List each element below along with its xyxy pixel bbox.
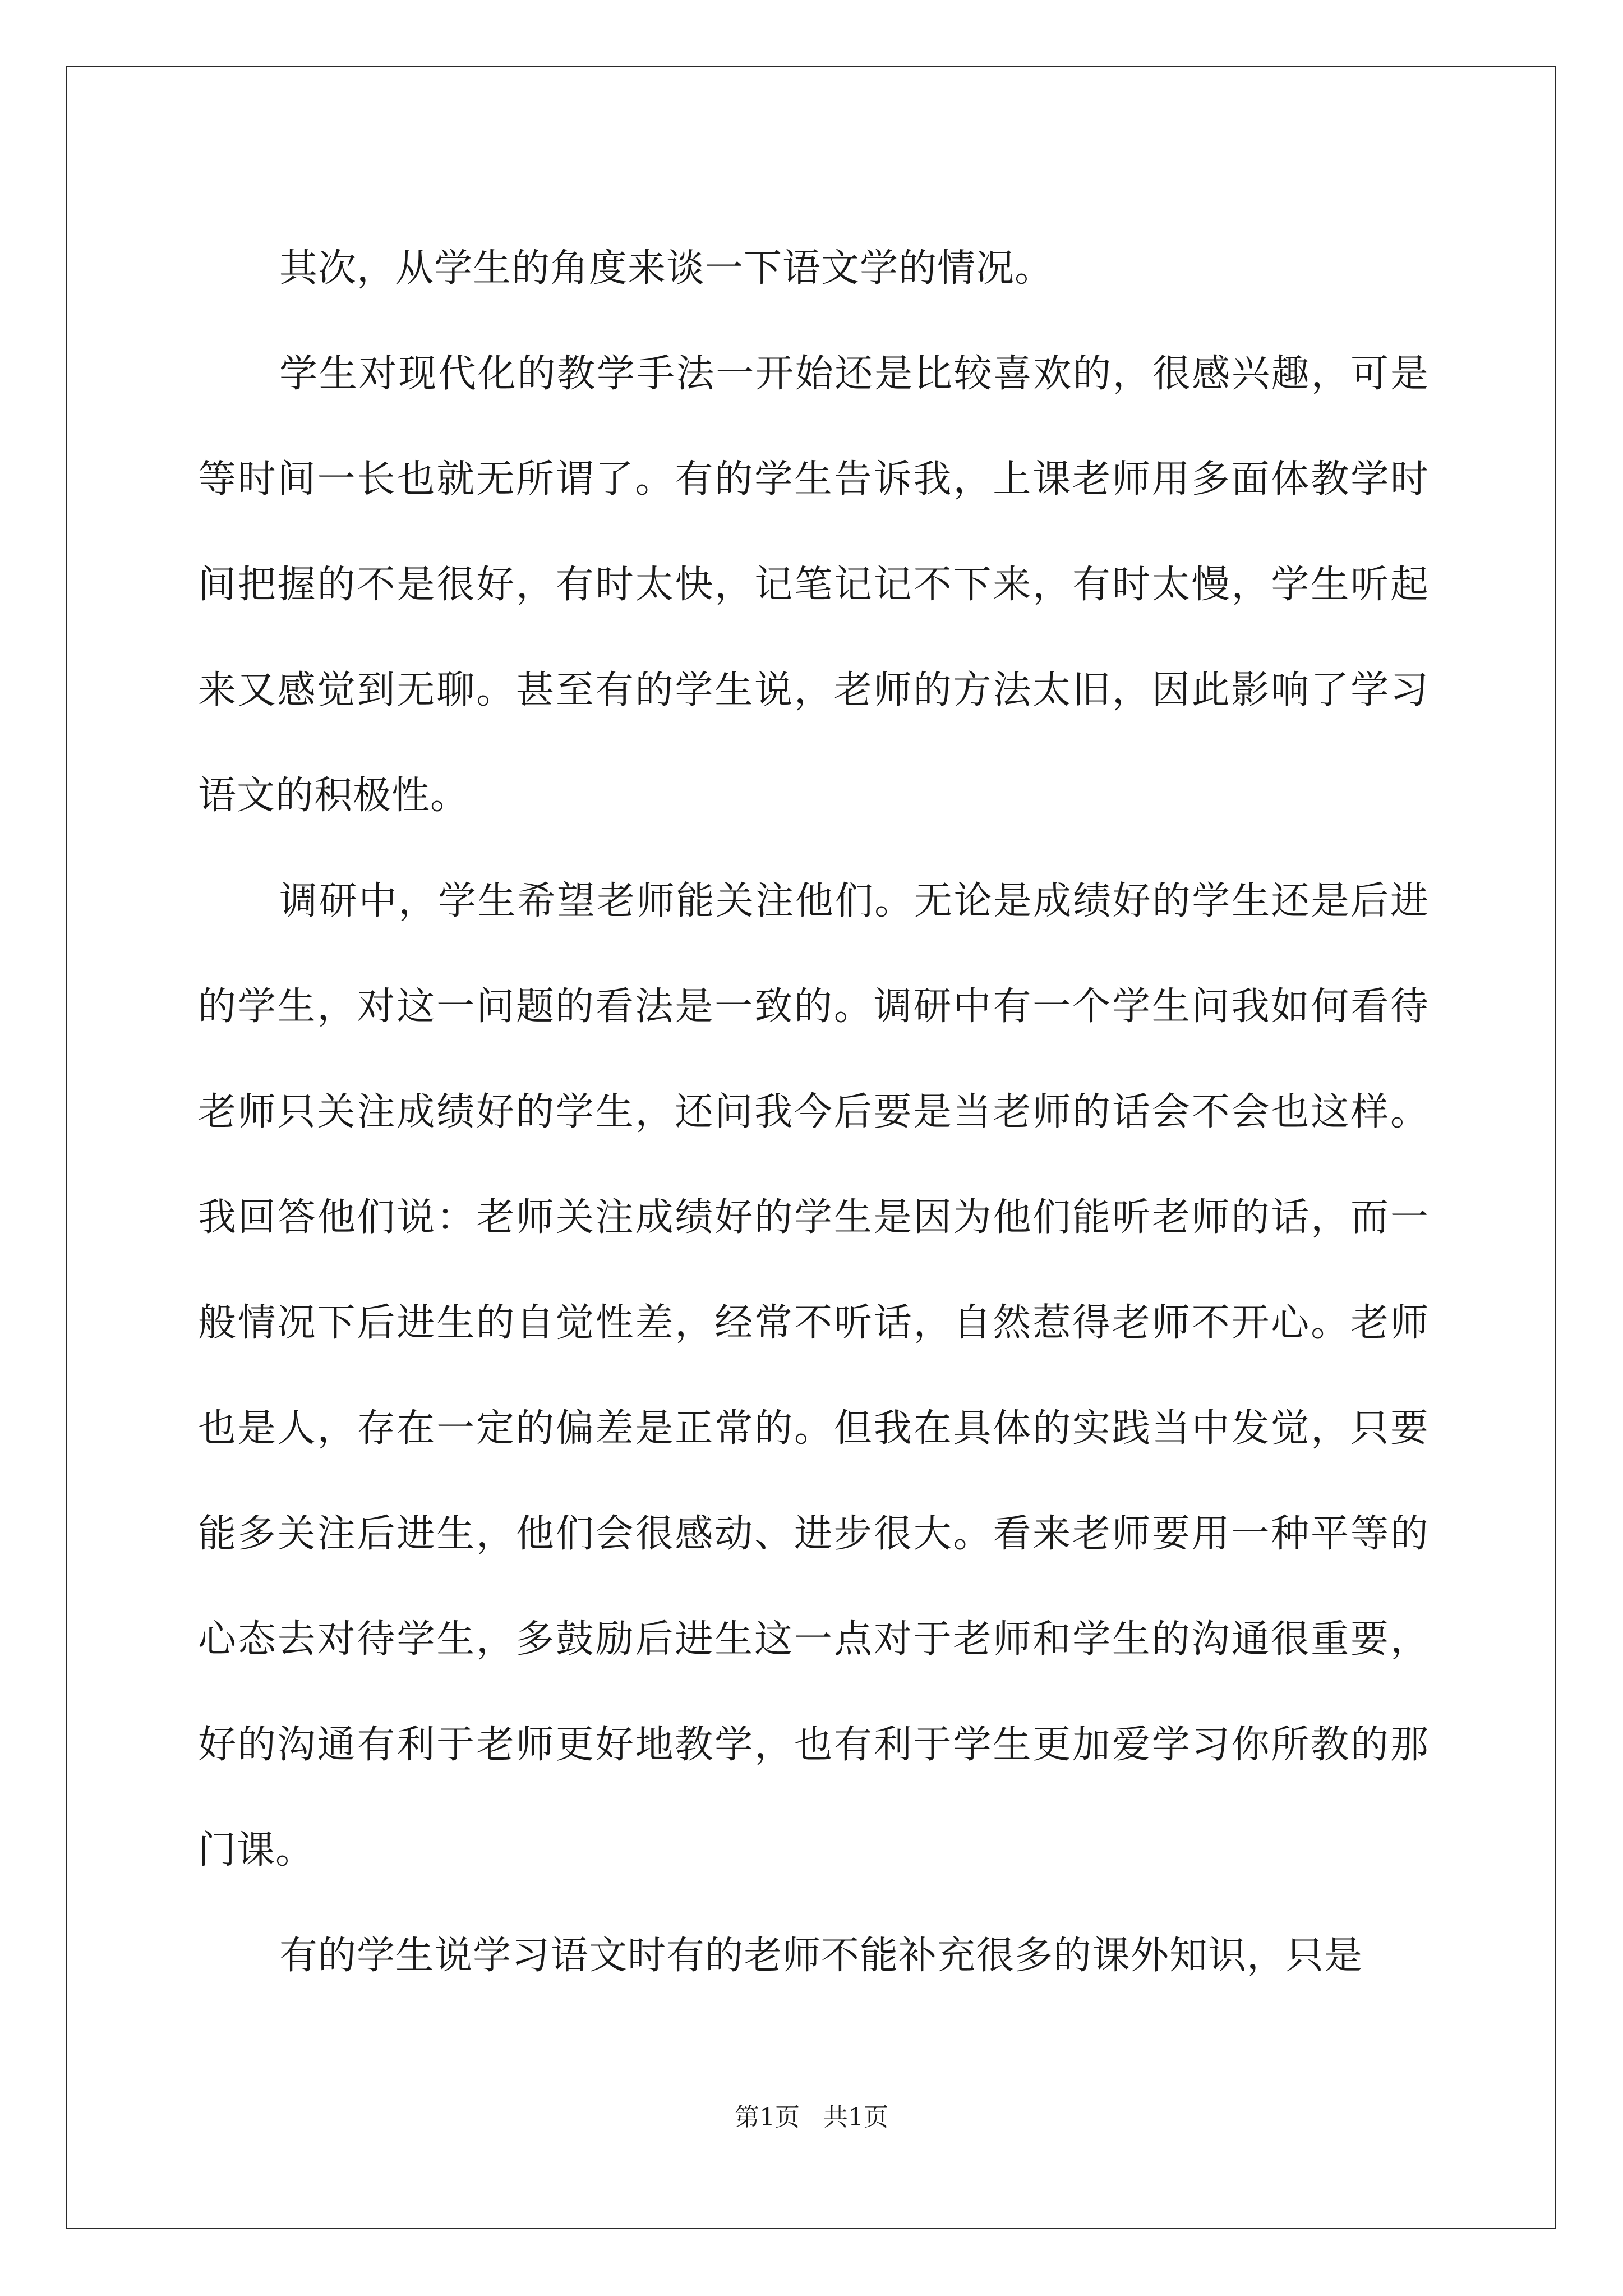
paragraph-extracurricular: 有的学生说学习语文时有的老师不能补充很多的课外知识，只是: [279, 1934, 1363, 1978]
paragraph-intro: 其次，从学生的角度来谈一下语文学的情况。: [279, 246, 1054, 291]
page-number-current: 第1页: [735, 2103, 800, 2132]
document-body: [198, 216, 1429, 2009]
page-number-total: 共1页: [823, 2103, 888, 2132]
paragraph-teaching-methods: 学生对现代化的教学手法一开始还是比较喜欢的，很感兴趣，可是等时间一长也就无所谓了。有的学生告诉我，上课老师用多面体教学时间把握的不是很好，有时太快，记笔记记不下来，有时太慢，学生听起来又感觉到无聊。甚至有的学生说，老师的方法太旧，因此影响了学习语文的积极性。: [198, 352, 1429, 818]
paragraph-teacher-attention: 调研中，学生希望老师能关注他们。无论是成绩好的学生还是后进的学生，对这一问题的看法是一致的。调研中有一个学生问我如何看待老师只关注成绩好的学生，还问我今后要是当老师的话会不会也这样。我回答他们说：老师关注成绩好的学生是因为他们能听老师的话，而一般情况下后进生的自觉性差，经常不听话，自然惹得老师不开心。老师也是人，存在一定的偏差是正常的。但我在具体的实践当中发觉，只要能多关注后进生，他们会很感动、进步很大。看来老师要用一种平等的心态去对待学生，多鼓励后进生这一点对于老师和学生的沟通很重要，好的沟通有利于老师更好地教学，也有利于学生更加爱学习你所教的那门课。: [198, 879, 1429, 1872]
page-footer: [0, 2101, 1623, 2134]
